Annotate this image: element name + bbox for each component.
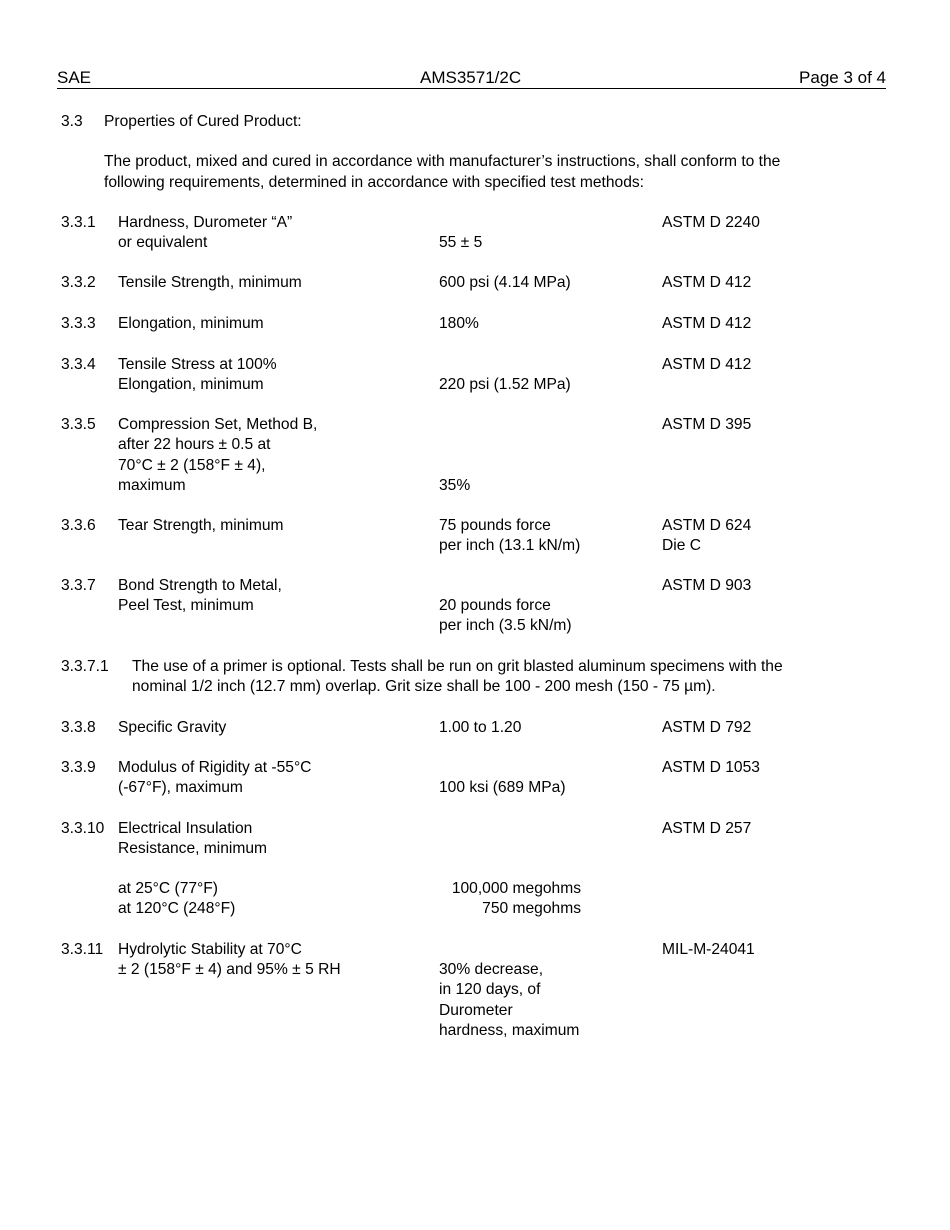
item-test-method: ASTM D 412: [662, 274, 752, 291]
item-description: Compression Set, Method B, after 22 hours ± 0.5 at 70°C ± 2 (158°F ± 4), maximum: [118, 416, 318, 494]
item-description: Hardness, Durometer “A” or equivalent: [118, 214, 293, 252]
item-description: Tensile Stress at 100% Elongation, minimum: [118, 356, 277, 394]
item-requirement: 180%: [439, 315, 479, 332]
item-number: 3.3.6: [61, 517, 96, 534]
item-description: Tensile Strength, minimum: [118, 274, 302, 291]
item-requirement: 55 ± 5: [439, 234, 483, 251]
item-test-method: ASTM D 412: [662, 315, 752, 332]
item-test-method: ASTM D 624 Die C: [662, 517, 752, 555]
item-description: Electrical Insulation Resistance, minimum: [118, 820, 268, 858]
item-test-method: ASTM D 412: [662, 356, 752, 373]
item-requirement: 220 psi (1.52 MPa): [439, 376, 571, 393]
item-description: Elongation, minimum: [118, 315, 264, 332]
item-description: Specific Gravity: [118, 719, 227, 736]
item-number: 3.3.4: [61, 356, 96, 373]
item-test-method: ASTM D 1053: [662, 759, 760, 776]
item-requirement: 100 ksi (689 MPa): [439, 779, 566, 796]
item-test-method: ASTM D 395: [662, 416, 752, 433]
item-test-method: ASTM D 2240: [662, 214, 760, 231]
item-number: 3.3.2: [61, 274, 96, 291]
section-number: 3.3: [61, 113, 83, 130]
item-requirement: 1.00 to 1.20: [439, 719, 522, 736]
item-number: 3.3.3: [61, 315, 96, 332]
item-number: 3.3.11: [61, 941, 104, 958]
item-requirement: 20 pounds force per inch (3.5 kN/m): [439, 597, 572, 635]
header-doc-number: AMS3571/2C: [420, 68, 522, 87]
header-page-number: Page 3 of 4: [799, 68, 886, 87]
item-description: Tear Strength, minimum: [118, 517, 284, 534]
page-header: [57, 68, 886, 89]
item-description: Modulus of Rigidity at -55°C (-67°F), maximum: [118, 759, 312, 797]
header-org: SAE: [57, 68, 92, 87]
item-test-method: ASTM D 903: [662, 577, 752, 594]
item-test-method: ASTM D 257: [662, 820, 752, 837]
item-test-method: ASTM D 792: [662, 719, 752, 736]
section-title: Properties of Cured Product:: [104, 113, 302, 130]
item-description: Hydrolytic Stability at 70°C ± 2 (158°F ± 4) and 95% ± 5 RH: [118, 941, 341, 979]
item-description: at 25°C (77°F) at 120°C (248°F): [118, 880, 236, 918]
item-test-method: MIL-M-24041: [662, 941, 755, 958]
item-requirement: 100,000 megohms 750 megohms: [451, 880, 581, 918]
item-requirement: 35%: [439, 477, 471, 494]
note-text: The use of a primer is optional. Tests shall be run on grit blasted aluminum specimens with the nominal 1/2 inch (12.7 mm) overlap. Grit size shall be 100 - 200 mesh (150 - 75 µm).: [132, 658, 783, 696]
item-requirement: 600 psi (4.14 MPa): [439, 274, 571, 291]
item-number: 3.3.1: [61, 214, 96, 231]
item-number: 3.3.5: [61, 416, 96, 433]
item-number: 3.3.8: [61, 719, 96, 736]
item-number: 3.3.7: [61, 577, 96, 594]
item-requirement: 75 pounds force per inch (13.1 kN/m): [439, 517, 581, 555]
item-requirement: 30% decrease, in 120 days, of Durometer hardness, maximum: [439, 961, 580, 1039]
intro-line-2: following requirements, determined in accordance with specified test methods:: [104, 174, 644, 191]
note-number: 3.3.7.1: [61, 658, 109, 675]
intro-line-1: The product, mixed and cured in accordance with manufacturer’s instructions, shall conform to the: [104, 153, 781, 170]
item-description: Bond Strength to Metal, Peel Test, minimum: [118, 577, 282, 615]
item-number: 3.3.9: [61, 759, 96, 776]
item-number: 3.3.10: [61, 820, 105, 837]
